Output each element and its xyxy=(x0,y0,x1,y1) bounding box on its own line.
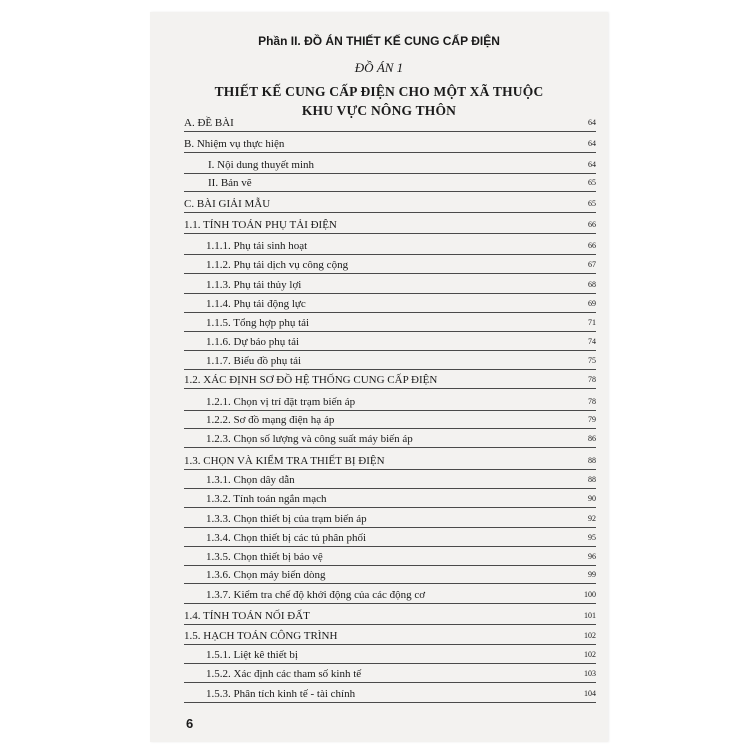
toc-entry-label: C. BÀI GIẢI MẪU xyxy=(184,198,271,210)
toc-entry-page: 68 xyxy=(588,280,596,289)
toc-entry[interactable] xyxy=(184,609,596,625)
toc-entry-page: 104 xyxy=(584,689,596,698)
toc-entry-page: 66 xyxy=(588,220,596,229)
toc-entry-label: 1.1. TÍNH TOÁN PHỤ TẢI ĐIỆN xyxy=(184,219,337,231)
toc-entry-page: 99 xyxy=(588,570,596,579)
toc-entry[interactable] xyxy=(184,218,596,234)
book-page xyxy=(150,12,608,742)
toc-entry-label: 1.5. HẠCH TOÁN CÔNG TRÌNH xyxy=(184,630,338,642)
toc-entry-page: 67 xyxy=(588,260,596,269)
toc-entry-rule xyxy=(184,369,596,370)
toc-entry-label: 1.1.6. Dự báo phụ tải xyxy=(206,336,300,348)
toc-entry-page: 66 xyxy=(588,241,596,250)
toc-entry-rule xyxy=(184,312,596,313)
toc-entry-label: 1.3.5. Chọn thiết bị bảo vệ xyxy=(206,551,323,563)
toc-entry-page: 88 xyxy=(588,475,596,484)
toc-entry-label: A. ĐỀ BÀI xyxy=(184,117,234,129)
toc-entry[interactable] xyxy=(184,316,596,332)
toc-entry-rule xyxy=(184,702,596,703)
toc-entry-label: I. Nội dung thuyết minh xyxy=(208,159,315,171)
toc-entry-rule xyxy=(184,273,596,274)
toc-entry[interactable] xyxy=(184,354,596,370)
toc-entry-label: 1.1.5. Tổng hợp phụ tải xyxy=(206,317,310,329)
toc-entry-label: 1.1.2. Phụ tải dịch vụ công cộng xyxy=(206,259,349,271)
toc-entry-label: 1.3.1. Chọn dây dẫn xyxy=(206,474,295,486)
toc-entry-page: 103 xyxy=(584,669,596,678)
toc-entry-label: 1.3.3. Chọn thiết bị của trạm biến áp xyxy=(206,513,367,525)
toc-entry-page: 64 xyxy=(588,160,596,169)
toc-entry-rule xyxy=(184,565,596,566)
toc-entry[interactable] xyxy=(184,239,596,255)
toc-entry-page: 78 xyxy=(588,397,596,406)
toc-entry-rule xyxy=(184,254,596,255)
toc-entry[interactable] xyxy=(184,629,596,645)
toc-entry-rule xyxy=(184,152,596,153)
toc-entry-rule xyxy=(184,388,596,389)
toc-entry[interactable] xyxy=(184,413,596,429)
toc-entry-label: 1.3.7. Kiểm tra chế độ khởi động của các động cơ xyxy=(206,589,426,601)
toc-entry-page: 64 xyxy=(588,139,596,148)
toc-entry-page: 74 xyxy=(588,337,596,346)
toc-entry[interactable] xyxy=(184,335,596,351)
toc-entry-page: 79 xyxy=(588,415,596,424)
toc-entry-label: 1.5.3. Phân tích kinh tế - tài chính xyxy=(206,688,356,700)
toc-entry[interactable] xyxy=(184,158,596,174)
toc-entry-label: 1.1.7. Biểu đồ phụ tải xyxy=(206,355,302,367)
toc-entry-page: 90 xyxy=(588,494,596,503)
toc-entry-page: 65 xyxy=(588,178,596,187)
toc-entry-rule xyxy=(184,410,596,411)
toc-entry-label: II. Bản vẽ xyxy=(208,177,252,189)
toc-entry-page: 101 xyxy=(584,611,596,620)
project-title-line-2: KHU VỰC NÔNG THÔN xyxy=(301,103,457,118)
toc-entry-rule xyxy=(184,173,596,174)
toc-entry-page: 88 xyxy=(588,456,596,465)
toc-entry-page: 75 xyxy=(588,356,596,365)
toc-entry[interactable] xyxy=(184,432,596,448)
toc-entry[interactable] xyxy=(184,197,596,213)
toc-entry-rule xyxy=(184,428,596,429)
toc-entry-page: 71 xyxy=(588,318,596,327)
toc-entry-rule xyxy=(184,624,596,625)
toc-entry[interactable] xyxy=(184,116,596,132)
toc-entry-rule xyxy=(184,191,596,192)
toc-entry-label: 1.5.2. Xác định các tham số kinh tế xyxy=(206,668,362,680)
toc-entry[interactable] xyxy=(184,550,596,566)
toc-entry[interactable] xyxy=(184,473,596,489)
toc-entry-label: 1.3. CHỌN VÀ KIỂM TRA THIẾT BỊ ĐIỆN xyxy=(184,455,385,467)
toc-entry[interactable] xyxy=(184,395,596,411)
toc-entry-label: 1.2.2. Sơ đồ mạng điện hạ áp xyxy=(206,414,335,426)
toc-entry-label: B. Nhiệm vụ thực hiện xyxy=(184,138,285,150)
toc-entry-label: 1.2.3. Chọn số lượng và công suất máy biến áp xyxy=(206,433,413,445)
toc-entry-page: 95 xyxy=(588,533,596,542)
toc-entry-rule xyxy=(184,131,596,132)
toc-entry[interactable] xyxy=(184,176,596,192)
toc-entry-rule xyxy=(184,682,596,683)
toc-entry-label: 1.4. TÍNH TOÁN NỐI ĐẤT xyxy=(184,610,310,622)
toc-entry-rule xyxy=(184,546,596,547)
toc-entry-label: 1.1.3. Phụ tải thủy lợi xyxy=(206,279,302,291)
toc-entry-rule xyxy=(184,350,596,351)
toc-entry[interactable] xyxy=(184,258,596,274)
toc-entry[interactable] xyxy=(184,667,596,683)
toc-entry-rule xyxy=(184,603,596,604)
toc-entry-rule xyxy=(184,233,596,234)
toc-entry[interactable] xyxy=(184,568,596,584)
toc-entry[interactable] xyxy=(184,648,596,664)
toc-entry-page: 102 xyxy=(584,631,596,640)
toc-entry-rule xyxy=(184,488,596,489)
toc-entry-label: 1.1.4. Phụ tải động lực xyxy=(206,298,306,310)
project-title-line-1: THIẾT KẾ CUNG CẤP ĐIỆN CHO MỘT XÃ THUỘC xyxy=(214,84,544,99)
toc-entry-rule xyxy=(184,644,596,645)
toc-entry-rule xyxy=(184,212,596,213)
toc-entry-page: 64 xyxy=(588,118,596,127)
toc-entry[interactable] xyxy=(184,492,596,508)
toc-entry-rule xyxy=(184,527,596,528)
toc-entry-label: 1.3.4. Chọn thiết bị các tủ phân phối xyxy=(206,532,367,544)
toc-entry[interactable] xyxy=(184,588,596,604)
toc-entry[interactable] xyxy=(184,687,596,703)
toc-entry-label: 1.2. XÁC ĐỊNH SƠ ĐỒ HỆ THỐNG CUNG CẤP ĐIỆN xyxy=(184,374,438,386)
toc-entry[interactable] xyxy=(184,531,596,547)
toc-entry[interactable] xyxy=(184,373,596,389)
toc-entry-page: 100 xyxy=(584,590,596,599)
toc-entry-label: 1.2.1. Chọn vị trí đặt trạm biến áp xyxy=(206,396,356,408)
toc-entry[interactable] xyxy=(184,512,596,528)
toc-entry-label: 1.3.6. Chọn máy biến dòng xyxy=(206,569,326,581)
toc-entry-label: 1.3.2. Tính toán ngắn mạch xyxy=(206,493,327,505)
toc-entry[interactable] xyxy=(184,297,596,313)
toc-entry-page: 102 xyxy=(584,650,596,659)
toc-entry-page: 78 xyxy=(588,375,596,384)
toc-entry-rule xyxy=(184,331,596,332)
toc-entry-label: 1.1.1. Phụ tải sinh hoạt xyxy=(206,240,308,252)
toc-entry-rule xyxy=(184,507,596,508)
toc-entry[interactable] xyxy=(184,454,596,470)
toc-entry-rule xyxy=(184,663,596,664)
toc-entry-page: 86 xyxy=(588,434,596,443)
toc-entry-rule xyxy=(184,583,596,584)
toc-entry-rule xyxy=(184,469,596,470)
project-label: ĐỒ ÁN 1 xyxy=(354,60,404,75)
toc-entry[interactable] xyxy=(184,278,596,294)
toc-entry-rule xyxy=(184,447,596,448)
project-title xyxy=(150,82,608,120)
toc-entry-page: 69 xyxy=(588,299,596,308)
toc-entry-page: 96 xyxy=(588,552,596,561)
toc-entry-label: 1.5.1. Liệt kê thiết bị xyxy=(206,649,298,661)
toc-entry-page: 65 xyxy=(588,199,596,208)
toc-entry[interactable] xyxy=(184,137,596,153)
part-title: Phần II. ĐỒ ÁN THIẾT KẾ CUNG CẤP ĐIỆN xyxy=(258,34,500,48)
page-number: 6 xyxy=(186,716,194,731)
toc-entry-rule xyxy=(184,293,596,294)
toc-entry-page: 92 xyxy=(588,514,596,523)
